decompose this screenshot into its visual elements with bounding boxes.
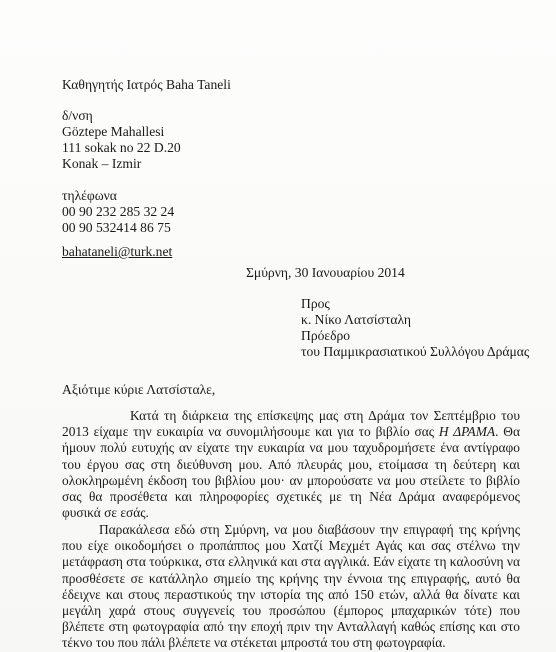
book-title: Η ΔΡΑΜΑ bbox=[438, 424, 496, 440]
phone-number-2: 00 90 532414 86 75 bbox=[62, 220, 171, 235]
recipient-organization: του Παμμικρασιατικού Συλλόγου Δράμας bbox=[301, 344, 530, 359]
sender-email-link[interactable]: bahataneli@turk.net bbox=[62, 244, 173, 259]
recipient-name: κ. Νίκο Λατσίσταλη bbox=[301, 312, 412, 327]
address-line-1: Göztepe Mahallesi bbox=[62, 124, 165, 139]
paragraph-1-text-b: . Θα ήμουν πολύ ευτυχής αν είχατε την ευκαιρία να μου ταχυδρομήσετε ένα αντίγραφο του έργου σας στη διεύθυνση μου. Από πλευράς μου, ετοίμασα τη δεύτερη και ολοκληρωμένη έκδοση του βιβλίου μου· αν μπορούσατε να μου στείλετε το βιβλίο σας θα προσέθετα και πληροφορίες σχετικές με τη Νέα Δράμα αναφερόμενος φυσικά σε εσάς. bbox=[62, 424, 520, 521]
paragraph-1 bbox=[62, 408, 520, 521]
paragraph-1-text-a: Κατά τη διάρκεια της επίσκεψης μας στη Δράμα τον Σεπτέμβριο του 2013 είχαμε την ευκαιρία να συνομιλήσουμε και για το βιβλίο σας bbox=[62, 408, 520, 440]
address-line-2: 111 sokak no 22 D.20 bbox=[62, 140, 181, 155]
address-line-3: Konak – Izmir bbox=[62, 156, 142, 171]
sender-name: Καθηγητής Ιατρός Baha Taneli bbox=[62, 77, 231, 92]
salutation: Αξιότιμε κύριε Λατσίσταλε, bbox=[62, 382, 216, 397]
phone-number-1: 00 90 232 285 32 24 bbox=[62, 204, 175, 219]
phone-label: τηλέφωνα bbox=[62, 188, 117, 203]
address-label: δ/νση bbox=[62, 108, 93, 123]
letter-date: Σμύρνη, 30 Ιανουαρίου 2014 bbox=[246, 265, 405, 280]
recipient-to: Προς bbox=[301, 296, 330, 311]
paragraph-2-text: Παρακάλεσα εδώ στη Σμύρνη, να μου διαβάσουν την επιγραφή της κρήνης που είχε οικοδομήσει ο προπάππος μου Χατζί Μεχμέτ Αγάς και σας στέλνω την μετάφραση στα τούρκικα, στα ελληνικά και στα αγγλικά. Εάν είχατε τη καλοσύνη να προσθέσετε σε κατάλληλο σημείο της κρήνης την έννοια της επιγραφής, αυτό θα έδειχνε και στους περαστικούς την ιστορία της από 150 ετών, αλλά θα δίνατε και μεγάλη χαρά στους συγγενείς του προσώπου (έμπορος μπαχαρικών τότε) που βλέπετε στη φωτογραφία από την εποχή πριν την Ανταλλαγή καθώς επίσης και στο τέκνο του που πάλι βλέπετε να στέκεται μπροστά του στη φωτογραφία. bbox=[62, 522, 520, 651]
recipient-title: Πρόεδρο bbox=[301, 328, 351, 343]
paragraph-2 bbox=[62, 522, 520, 652]
